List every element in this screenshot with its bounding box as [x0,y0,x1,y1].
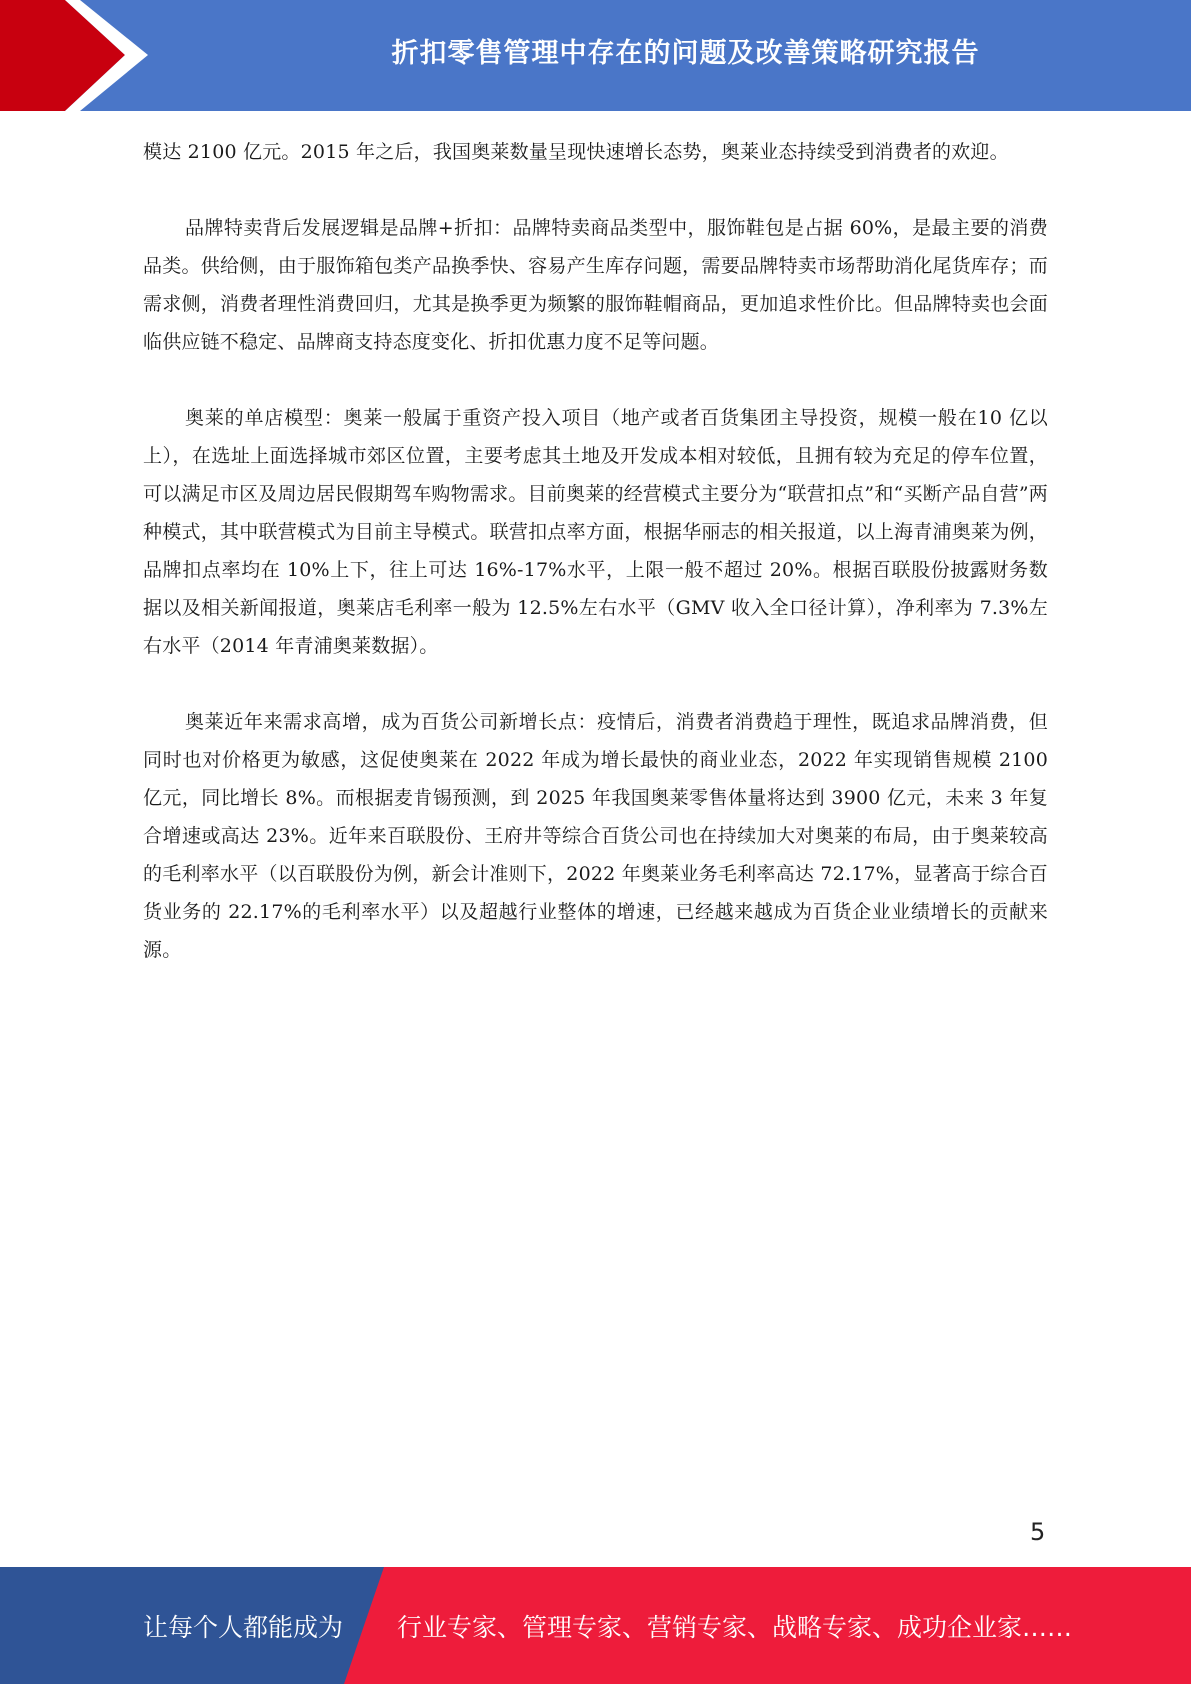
page-header [0,0,1191,111]
paragraph-outlet-growth: 奥莱近年来需求高增，成为百货公司新增长点：疫情后，消费者消费趋于理性，既追求品牌消费，但同时也对价格更为敏感，这促使奥莱在 2022 年成为增长最快的商业业态，2022 年实现销售规模 2100 亿元，同比增长 8%。而根据麦肯锡预测，到 2025 年我国奥莱零售体量将达到 3900 亿元，未来 3 年复合增速或高达 23%。近年来百联股份、王府井等综合百货公司也在持续加大对奥莱的布局，由于奥莱较高的毛利率水平（以百联股份为例，新会计准则下，2022 年奥莱业务毛利率高达 72.17%，显著高于综合百货业务的 22.17%的毛利率水平）以及超越行业整体的增速，已经越来越成为百货企业业绩增长的贡献来源。 [143,711,1048,961]
page-number: 5 [1030,1518,1046,1546]
red-chevron-icon [0,0,160,111]
footer-slogan-left: 让每个人都能成为 [143,1612,344,1642]
paragraph-brand-sale-logic: 品牌特卖背后发展逻辑是品牌+折扣：品牌特卖商品类型中，服饰鞋包是占据 60%，是最主要的消费品类。供给侧，由于服饰箱包类产品换季快、容易产生库存问题，需要品牌特卖市场帮助消化尾货库存；而需求侧，消费者理性消费回归，尤其是换季更为频繁的服饰鞋帽商品，更加追求性价比。但品牌特卖也会面临供应链不稳定、品牌商支持态度变化、折扣优惠力度不足等问题。 [143,217,1048,353]
footer-slogan-right: 行业专家、管理专家、营销专家、战略专家、成功企业家…… [397,1612,1073,1642]
page-footer [0,1567,1191,1684]
paragraph-continuation: 模达 2100 亿元。2015 年之后，我国奥莱数量呈现快速增长态势，奥莱业态持续受到消费者的欢迎。 [143,141,1009,163]
document-body [143,133,1048,1007]
paragraph-outlet-store-model: 奥莱的单店模型：奥莱一般属于重资产投入项目（地产或者百货集团主导投资，规模一般在10 亿以上），在选址上面选择城市郊区位置，主要考虑其土地及开发成本相对较低，且拥有较为充足的停车位置，可以满足市区及周边居民假期驾车购物需求。目前奥莱的经营模式主要分为“联营扣点”和“买断产品自营”两种模式，其中联营模式为目前主导模式。联营扣点率方面，根据华丽志的相关报道，以上海青浦奥莱为例，品牌扣点率均在 10%上下，往上可达 16%-17%水平，上限一般不超过 20%。根据百联股份披露财务数据以及相关新闻报道，奥莱店毛利率一般为 12.5%左右水平（GMV 收入全口径计算），净利率为 7.3%左右水平（2014 年青浦奥莱数据）。 [143,407,1048,657]
report-title: 折扣零售管理中存在的问题及改善策略研究报告 [391,37,980,69]
